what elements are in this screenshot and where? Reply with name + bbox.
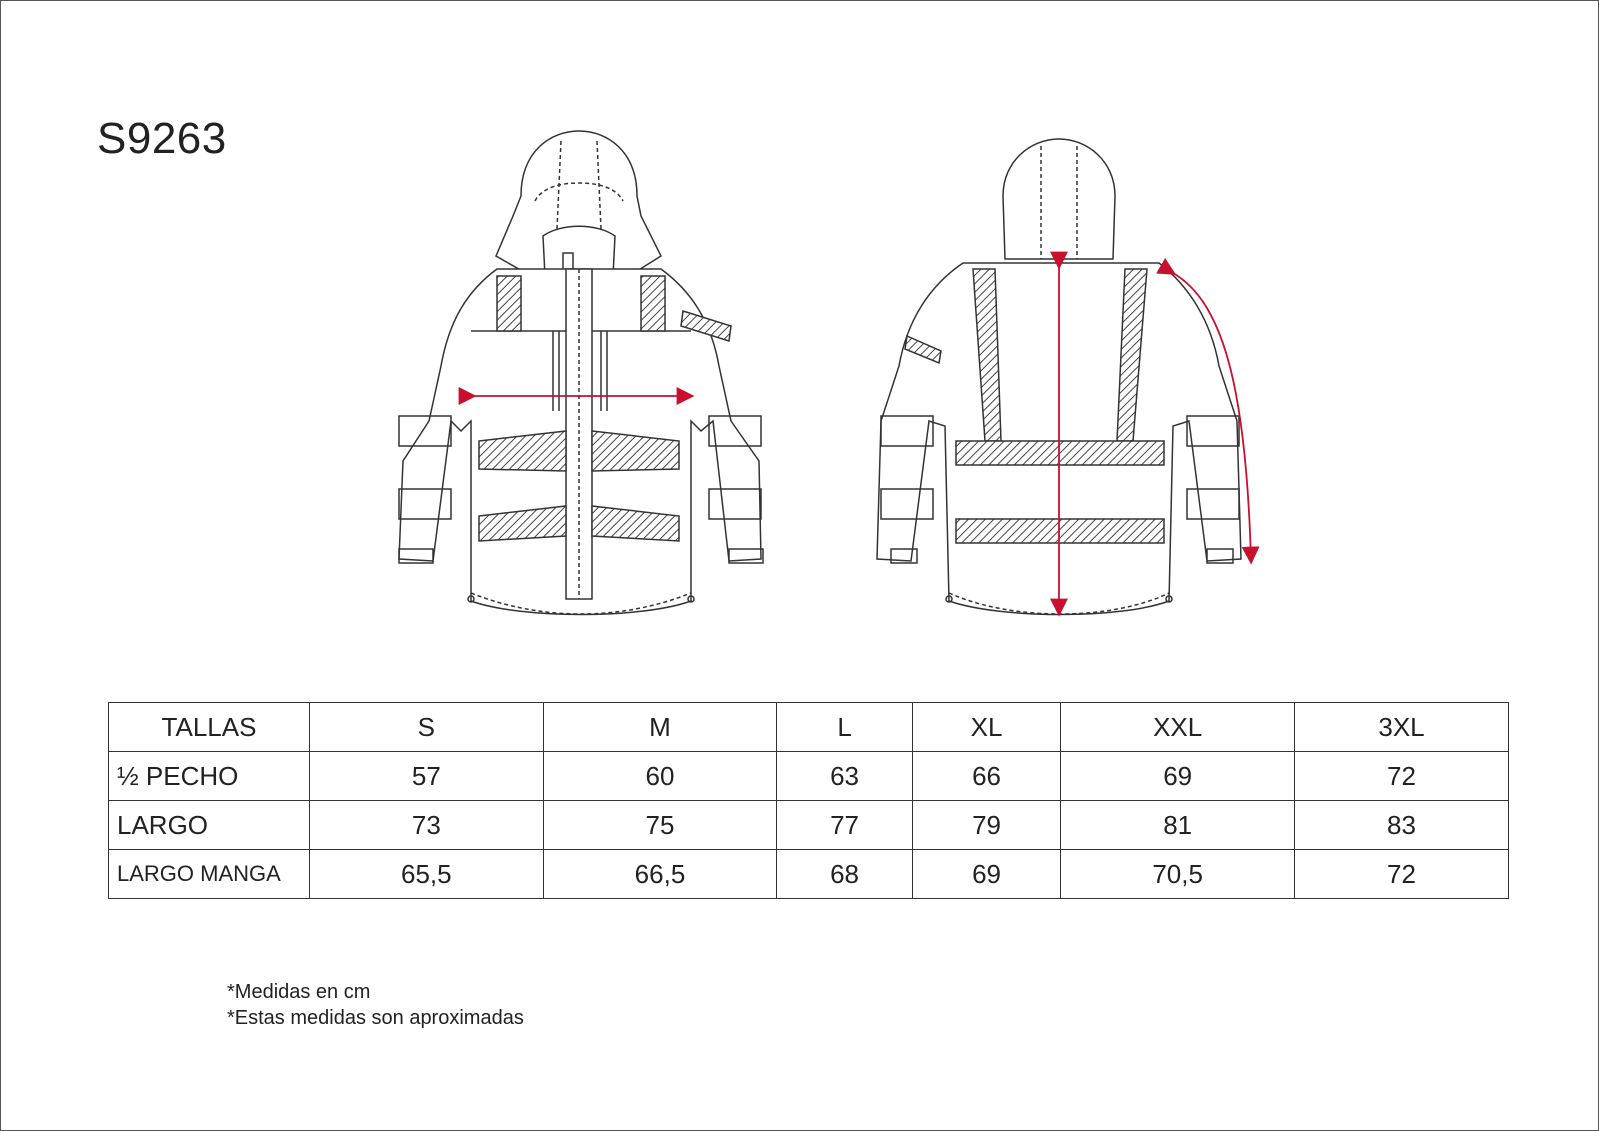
table-cell: 77 [777,801,912,850]
table-cell: 73 [310,801,544,850]
table-cell: 66 [912,752,1061,801]
jacket-front-view [399,131,763,615]
table-cell: 72 [1294,752,1508,801]
size-header-row [109,703,1509,752]
product-code: S9263 [97,114,227,163]
table-row [109,801,1509,850]
table-cell: 63 [777,752,912,801]
table-cell: 79 [912,801,1061,850]
table-cell: 83 [1294,801,1508,850]
table-cell: 75 [543,801,777,850]
table-cell: 70,5 [1061,850,1295,899]
table-cell: 66,5 [543,850,777,899]
table-cell: 72 [1294,850,1508,899]
footnote: *Medidas en cm [227,981,371,1003]
size-table [108,702,1509,899]
footnotes [227,979,524,1031]
table-cell: 69 [1061,752,1295,801]
table-row [109,850,1509,899]
header-cell: TALLAS [109,703,310,752]
footnote: *Estas medidas son aproximadas [227,1007,524,1029]
table-cell: 65,5 [310,850,544,899]
row-label: LARGO [109,801,310,850]
table-cell: 68 [777,850,912,899]
row-label: LARGO MANGA [109,850,310,899]
header-cell: L [777,703,912,752]
table-cell: 69 [912,850,1061,899]
header-cell: XL [912,703,1061,752]
row-label: ½ PECHO [109,752,310,801]
table-cell: 57 [310,752,544,801]
table-row [109,752,1509,801]
table-cell: 81 [1061,801,1295,850]
header-cell: S [310,703,544,752]
table-cell: 60 [543,752,777,801]
header-cell: M [543,703,777,752]
jacket-technical-drawing [1,1,1599,661]
header-cell: XXL [1061,703,1295,752]
header-cell: 3XL [1294,703,1508,752]
